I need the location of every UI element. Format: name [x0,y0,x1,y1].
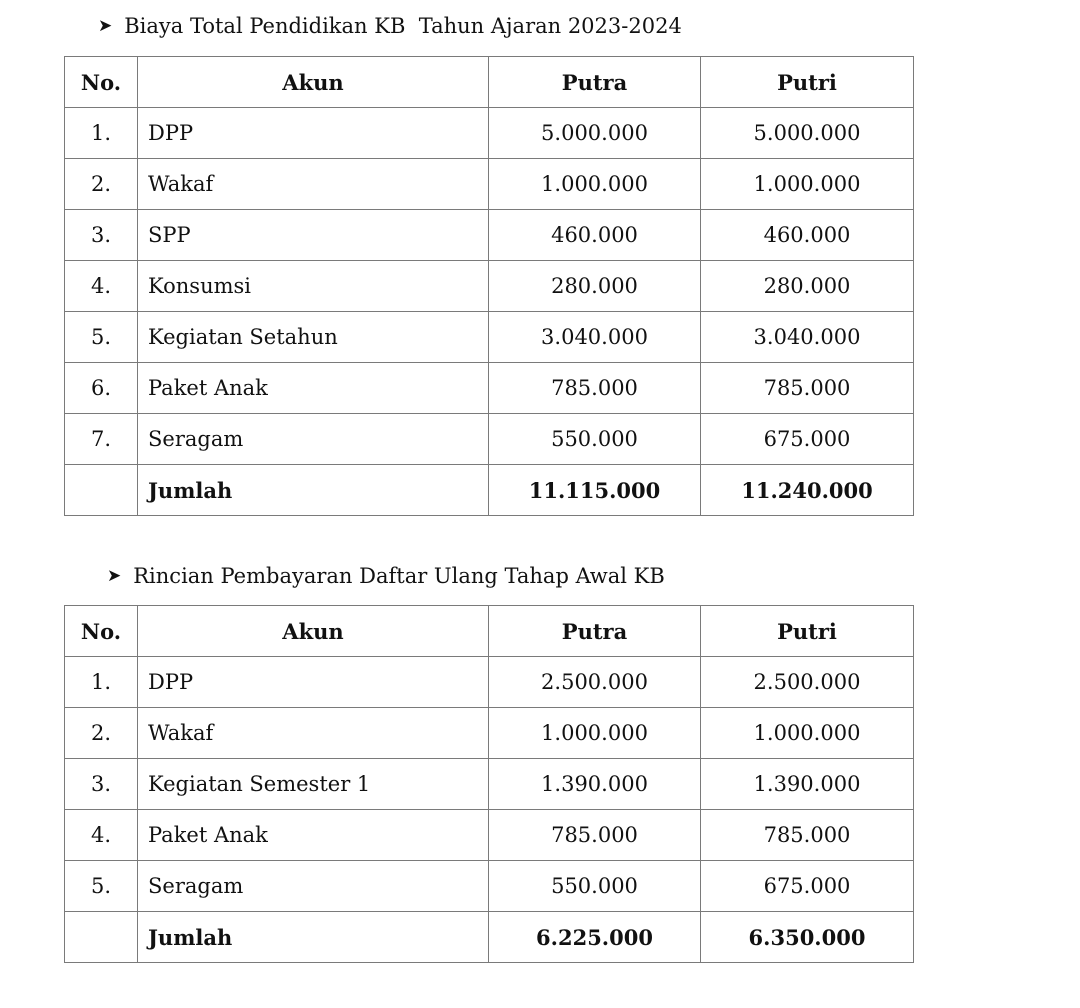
total-label: Jumlah [138,912,489,963]
row-putra: 550.000 [489,861,701,912]
row-no: 3. [65,759,138,810]
row-no: 2. [65,708,138,759]
row-akun: Wakaf [138,708,489,759]
row-akun: Seragam [138,861,489,912]
total-putra: 6.225.000 [489,912,701,963]
row-putri: 460.000 [701,210,914,261]
header-no: No. [65,606,138,657]
row-no: 4. [65,810,138,861]
section-1-title: Biaya Total Pendidikan KB Tahun Ajaran 2023-2024 [124,14,682,38]
row-putri: 2.500.000 [701,657,914,708]
row-putri: 5.000.000 [701,108,914,159]
row-no: 2. [65,159,138,210]
total-no [65,465,138,516]
row-putri: 675.000 [701,861,914,912]
section-1-heading [98,14,682,38]
row-putri: 280.000 [701,261,914,312]
row-akun: Kegiatan Semester 1 [138,759,489,810]
header-putra: Putra [489,606,701,657]
total-putra: 11.115.000 [489,465,701,516]
total-label: Jumlah [138,465,489,516]
table-row [65,312,914,363]
row-akun: DPP [138,108,489,159]
row-putra: 3.040.000 [489,312,701,363]
row-no: 4. [65,261,138,312]
row-putra: 1.000.000 [489,159,701,210]
row-putri: 1.000.000 [701,708,914,759]
row-putra: 5.000.000 [489,108,701,159]
row-no: 7. [65,414,138,465]
row-akun: Seragam [138,414,489,465]
header-putri: Putri [701,57,914,108]
total-putri: 11.240.000 [701,465,914,516]
header-putri: Putri [701,606,914,657]
table-row [65,708,914,759]
row-akun: Konsumsi [138,261,489,312]
row-akun: Paket Anak [138,810,489,861]
row-putra: 785.000 [489,810,701,861]
row-putri: 1.390.000 [701,759,914,810]
total-cost-table [64,56,914,516]
row-no: 1. [65,657,138,708]
table-row [65,261,914,312]
row-no: 3. [65,210,138,261]
row-putri: 675.000 [701,414,914,465]
row-no: 1. [65,108,138,159]
table-row [65,759,914,810]
row-putra: 460.000 [489,210,701,261]
re-registration-table [64,605,914,963]
row-putri: 1.000.000 [701,159,914,210]
total-row [65,912,914,963]
arrow-bullet-icon: ➤ [98,16,113,36]
row-putra: 2.500.000 [489,657,701,708]
row-putri: 785.000 [701,363,914,414]
total-putri: 6.350.000 [701,912,914,963]
row-akun: Wakaf [138,159,489,210]
row-putri: 785.000 [701,810,914,861]
header-no: No. [65,57,138,108]
table-row [65,414,914,465]
row-akun: DPP [138,657,489,708]
row-no: 5. [65,861,138,912]
header-akun: Akun [138,606,489,657]
table-header-row [65,606,914,657]
row-akun: Paket Anak [138,363,489,414]
row-putra: 550.000 [489,414,701,465]
total-row [65,465,914,516]
table-row [65,861,914,912]
table-header-row [65,57,914,108]
section-2-title: Rincian Pembayaran Daftar Ulang Tahap Awal KB [133,564,665,588]
table-row [65,210,914,261]
table-row [65,159,914,210]
row-putra: 1.000.000 [489,708,701,759]
table-row [65,810,914,861]
row-no: 6. [65,363,138,414]
row-putra: 280.000 [489,261,701,312]
total-no [65,912,138,963]
table-row [65,363,914,414]
row-no: 5. [65,312,138,363]
header-akun: Akun [138,57,489,108]
row-akun: Kegiatan Setahun [138,312,489,363]
table-row [65,657,914,708]
row-putra: 1.390.000 [489,759,701,810]
table-row [65,108,914,159]
section-2-heading [107,564,665,588]
row-putra: 785.000 [489,363,701,414]
arrow-bullet-icon: ➤ [107,566,122,586]
row-akun: SPP [138,210,489,261]
row-putri: 3.040.000 [701,312,914,363]
header-putra: Putra [489,57,701,108]
